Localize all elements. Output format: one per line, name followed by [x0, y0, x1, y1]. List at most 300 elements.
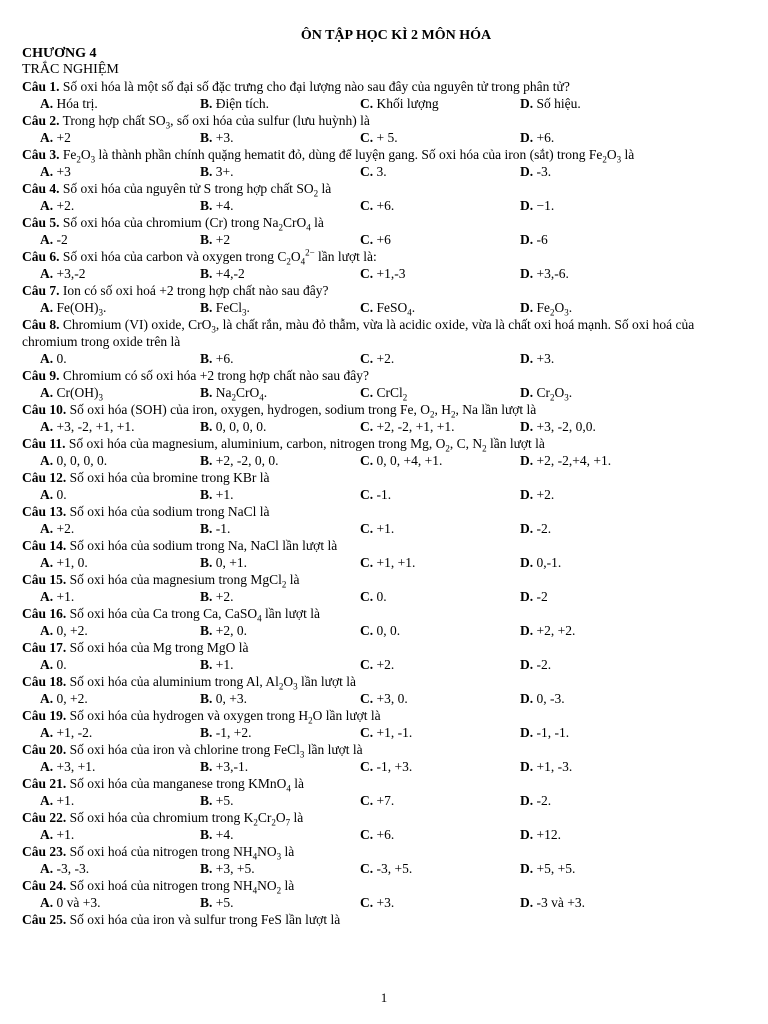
question-body: Số oxi hoá của nitrogen trong $NH_4NO_3$ là [66, 844, 295, 862]
question-text [22, 367, 740, 384]
question-text [22, 146, 740, 163]
question-body: Số oxi hóa của Ca trong Ca, CaSO$_4$ lần lượt là [66, 606, 320, 624]
answer-option[interactable] [40, 95, 200, 112]
option-text: $Cr(OH)_3$ [53, 385, 103, 403]
question-text [22, 112, 740, 129]
option-letter: D. [520, 164, 534, 179]
option-text: +2. [533, 487, 555, 502]
option-text: CrCl$_2$ [373, 385, 408, 403]
section-heading: TRẮC NGHIỆM [22, 62, 119, 77]
answer-option[interactable] [40, 792, 200, 809]
answer-option[interactable] [40, 265, 200, 282]
answer-option[interactable] [40, 129, 200, 146]
question-body: Số oxi hóa của chromium (Cr) trong $Na_2CrO_4$ là [59, 215, 324, 233]
option-letter: A. [40, 759, 54, 774]
question-body: Số oxi hóa của iron và chlorine trong FeCl$_3$ lần lượt là [66, 742, 363, 760]
answer-option[interactable] [200, 622, 360, 639]
option-text: +3 [53, 164, 71, 179]
question-text [22, 503, 740, 520]
option-text: 0, +2. [53, 691, 88, 706]
answer-option[interactable] [200, 231, 360, 248]
option-letter: D. [520, 555, 534, 570]
answer-option[interactable] [200, 384, 360, 401]
answer-options [22, 486, 740, 503]
answer-option[interactable] [360, 792, 520, 809]
option-letter: C. [360, 266, 374, 281]
option-text: +6. [212, 351, 234, 366]
answer-option[interactable] [520, 299, 680, 316]
answer-option[interactable] [360, 894, 520, 911]
option-letter: D. [520, 827, 534, 842]
question-number: Câu 23. [22, 844, 67, 859]
answer-option[interactable] [40, 231, 200, 248]
option-text: +2 [53, 130, 71, 145]
option-letter: B. [200, 793, 213, 808]
option-letter: A. [40, 793, 54, 808]
option-text: +3, +5. [212, 861, 255, 876]
answer-option[interactable] [520, 197, 680, 214]
answer-option[interactable] [520, 129, 680, 146]
answer-option[interactable] [200, 826, 360, 843]
option-letter: D. [520, 198, 534, 213]
question-number: Câu 8. [22, 317, 60, 332]
question-number: Câu 1. [22, 79, 60, 94]
page-number: 1 [380, 990, 388, 1005]
answer-option[interactable] [40, 690, 200, 707]
option-letter: D. [520, 419, 534, 434]
answer-option[interactable] [360, 656, 520, 673]
answer-option[interactable] [360, 163, 520, 180]
answer-option[interactable] [360, 826, 520, 843]
option-text: 0, 0, 0, 0. [212, 419, 267, 434]
option-letter: C. [360, 351, 374, 366]
option-letter: C. [360, 759, 374, 774]
answer-option[interactable] [360, 486, 520, 503]
answer-option[interactable] [360, 452, 520, 469]
option-text: +1, +1. [373, 555, 416, 570]
option-text: 0 và +3. [53, 895, 101, 910]
answer-option[interactable] [40, 622, 200, 639]
option-text: +6 [373, 232, 391, 247]
option-text: +1. [212, 487, 234, 502]
option-text: +3,-6. [533, 266, 569, 281]
answer-option[interactable] [200, 197, 360, 214]
answer-option[interactable] [40, 418, 200, 435]
answer-options [22, 95, 740, 112]
answer-option[interactable] [520, 860, 680, 877]
question-number: Câu 24. [22, 878, 67, 893]
answer-option[interactable] [40, 894, 200, 911]
question-number: Câu 10. [22, 402, 67, 417]
option-text: +1, 0. [53, 555, 88, 570]
answer-option[interactable] [40, 197, 200, 214]
option-letter: D. [520, 759, 534, 774]
option-letter: A. [40, 589, 54, 604]
option-letter: C. [360, 861, 374, 876]
question-text [22, 316, 740, 350]
answer-option[interactable] [520, 452, 680, 469]
option-letter: B. [200, 657, 213, 672]
option-letter: B. [200, 300, 213, 315]
option-text: + 5. [373, 130, 398, 145]
option-letter: C. [360, 691, 374, 706]
option-letter: B. [200, 759, 213, 774]
answer-option[interactable] [360, 299, 520, 316]
option-text: +3. [373, 895, 395, 910]
option-letter: C. [360, 385, 374, 400]
answer-option[interactable] [520, 588, 680, 605]
answer-option[interactable] [40, 656, 200, 673]
option-text: +3. [212, 130, 234, 145]
option-letter: B. [200, 164, 213, 179]
question-text [22, 78, 740, 95]
answer-option[interactable] [40, 860, 200, 877]
option-letter: A. [40, 623, 54, 638]
answer-option[interactable] [520, 265, 680, 282]
answer-option[interactable] [360, 265, 520, 282]
question-number: Câu 14. [22, 538, 67, 553]
answer-options [22, 197, 740, 214]
answer-option[interactable] [520, 350, 680, 367]
answer-option[interactable] [40, 724, 200, 741]
question-body: Số oxi hóa của sodium trong NaCl là [66, 504, 270, 519]
question-text [22, 843, 740, 860]
option-letter: C. [360, 96, 374, 111]
option-text: +3, -2, 0,0. [533, 419, 596, 434]
answer-option[interactable] [360, 350, 520, 367]
question-body: Số oxi hóa của iron và sulfur trong FeS lần lượt là [66, 912, 341, 927]
question-body: Số oxi hóa của magnesium trong MgCl$_2$ là [66, 572, 300, 590]
option-letter: A. [40, 487, 54, 502]
option-letter: D. [520, 623, 534, 638]
answer-option[interactable] [360, 588, 520, 605]
answer-option[interactable] [200, 265, 360, 282]
answer-option[interactable] [520, 792, 680, 809]
answer-options [22, 350, 740, 367]
question-text [22, 571, 740, 588]
option-letter: A. [40, 861, 54, 876]
option-letter: C. [360, 198, 374, 213]
option-text: +6. [373, 827, 395, 842]
answer-option[interactable] [200, 588, 360, 605]
option-text: Điện tích. [212, 96, 270, 111]
answer-options [22, 554, 740, 571]
answer-option[interactable] [40, 554, 200, 571]
question-text [22, 435, 740, 452]
question-number: Câu 12. [22, 470, 67, 485]
question-number: Câu 16. [22, 606, 67, 621]
answer-option[interactable] [520, 95, 680, 112]
answer-option[interactable] [520, 418, 680, 435]
answer-option[interactable] [200, 452, 360, 469]
answer-options [22, 724, 740, 741]
option-letter: D. [520, 861, 534, 876]
option-letter: D. [520, 487, 534, 502]
option-text: $Fe(OH)_3$. [53, 300, 107, 318]
option-letter: C. [360, 453, 374, 468]
option-letter: B. [200, 589, 213, 604]
question-list [22, 78, 740, 928]
answer-option[interactable] [200, 520, 360, 537]
answer-option[interactable] [360, 95, 520, 112]
question-body: Số oxi hóa của magnesium, aluminium, carbon, nitrogen trong Mg, $O_2$, C, $N_2$ lần lượt là [65, 436, 545, 454]
answer-option[interactable] [520, 384, 680, 401]
option-text: -1, +2. [212, 725, 252, 740]
question-text [22, 282, 740, 299]
option-text: 0, 0, 0, 0. [53, 453, 108, 468]
option-text: 0, +3. [212, 691, 248, 706]
option-text: 0. [53, 657, 67, 672]
answer-option[interactable] [200, 554, 360, 571]
answer-option[interactable] [200, 350, 360, 367]
question-text [22, 180, 740, 197]
answer-option[interactable] [520, 758, 680, 775]
question-number: Câu 25. [22, 912, 67, 927]
option-letter: A. [40, 164, 54, 179]
option-text: +3, -2, +1, +1. [53, 419, 135, 434]
option-letter: B. [200, 232, 213, 247]
answer-option[interactable] [360, 520, 520, 537]
answer-option[interactable] [520, 231, 680, 248]
question-text [22, 741, 740, 758]
answer-option[interactable] [360, 860, 520, 877]
option-text: Số hiệu. [533, 96, 581, 111]
option-text: -3, -3. [53, 861, 90, 876]
option-letter: D. [520, 725, 534, 740]
option-letter: A. [40, 453, 54, 468]
question-body: Số oxi hóa của carbon và oxygen trong $C_2O_4^{2-}$ lần lượt là: [59, 247, 377, 267]
option-text: -3. [533, 164, 552, 179]
option-text: $Na_2CrO_4$. [212, 385, 268, 403]
answer-option[interactable] [200, 486, 360, 503]
option-text: +1. [373, 521, 395, 536]
question-number: Câu 7. [22, 283, 60, 298]
answer-option[interactable] [520, 520, 680, 537]
answer-option[interactable] [520, 486, 680, 503]
option-letter: D. [520, 657, 534, 672]
answer-option[interactable] [360, 129, 520, 146]
answer-option[interactable] [520, 826, 680, 843]
option-text: 0, +1. [212, 555, 248, 570]
option-text: 0, 0. [373, 623, 401, 638]
question-text [22, 537, 740, 554]
answer-options [22, 656, 740, 673]
answer-option[interactable] [520, 622, 680, 639]
question-number: Câu 15. [22, 572, 67, 587]
option-letter: D. [520, 793, 534, 808]
option-letter: A. [40, 725, 54, 740]
question-body: Số oxi hóa của chromium trong $K_2Cr_2O_7$ là [66, 810, 304, 828]
option-text: +1, -3. [533, 759, 573, 774]
answer-option[interactable] [360, 690, 520, 707]
question-text [22, 707, 740, 724]
option-text: -1. [373, 487, 392, 502]
option-text: -2. [533, 793, 552, 808]
question-body: Số oxi hoá của nitrogen trong $NH_4NO_2$ là [66, 878, 295, 896]
option-letter: B. [200, 351, 213, 366]
option-text: +2. [53, 198, 75, 213]
option-letter: A. [40, 351, 54, 366]
answer-option[interactable] [200, 418, 360, 435]
answer-options [22, 231, 740, 248]
answer-option[interactable] [40, 758, 200, 775]
question-text [22, 469, 740, 486]
option-text: Hóa trị. [53, 96, 98, 111]
answer-option[interactable] [40, 384, 200, 401]
option-text: -1. [212, 521, 231, 536]
question-number: Câu 21. [22, 776, 67, 791]
question-body: Số oxi hóa (SOH) của iron, oxygen, hydrogen, sodium trong Fe, $O_2$, $H_2$, Na lần lượt là [66, 402, 537, 420]
answer-option[interactable] [200, 129, 360, 146]
answer-option[interactable] [360, 758, 520, 775]
question-text [22, 775, 740, 792]
answer-option[interactable] [40, 520, 200, 537]
option-text: +6. [373, 198, 395, 213]
question-text [22, 401, 740, 418]
answer-option[interactable] [360, 384, 520, 401]
question-text [22, 639, 740, 656]
answer-option[interactable] [520, 554, 680, 571]
option-letter: A. [40, 419, 54, 434]
option-letter: D. [520, 589, 534, 604]
question-body: Số oxi hóa của bromine trong KBr là [66, 470, 270, 485]
option-text: +6. [533, 130, 555, 145]
answer-option[interactable] [200, 163, 360, 180]
question-text [22, 911, 740, 928]
option-text: +2, 0. [212, 623, 248, 638]
option-letter: B. [200, 385, 213, 400]
option-text: +3,-2 [53, 266, 86, 281]
option-text: +5, +5. [533, 861, 576, 876]
answer-option[interactable] [520, 163, 680, 180]
question-number: Câu 5. [22, 215, 60, 230]
option-text: -2 [53, 232, 68, 247]
option-text: 0, 0, +4, +1. [373, 453, 443, 468]
answer-option[interactable] [40, 350, 200, 367]
option-letter: C. [360, 300, 374, 315]
option-text: +2, -2,+4, +1. [533, 453, 612, 468]
option-text: 0, -3. [533, 691, 565, 706]
answer-options [22, 758, 740, 775]
question-number: Câu 6. [22, 249, 60, 264]
answer-option[interactable] [40, 452, 200, 469]
option-text: +4. [212, 198, 234, 213]
question-number: Câu 13. [22, 504, 67, 519]
answer-options [22, 418, 740, 435]
answer-option[interactable] [200, 690, 360, 707]
answer-options [22, 452, 740, 469]
answer-option[interactable] [40, 588, 200, 605]
question-number: Câu 17. [22, 640, 67, 655]
option-letter: B. [200, 521, 213, 536]
answer-option[interactable] [200, 860, 360, 877]
option-letter: B. [200, 691, 213, 706]
answer-option[interactable] [520, 724, 680, 741]
question-body: Số oxi hóa của hydrogen và oxygen trong $H_2O$ lần lượt là [66, 708, 381, 726]
option-letter: B. [200, 130, 213, 145]
option-text: +1. [53, 827, 75, 842]
answer-options [22, 163, 740, 180]
answer-option[interactable] [200, 724, 360, 741]
option-letter: C. [360, 895, 374, 910]
option-letter: B. [200, 555, 213, 570]
answer-option[interactable] [200, 758, 360, 775]
answer-option[interactable] [200, 299, 360, 316]
answer-option[interactable] [200, 656, 360, 673]
answer-options [22, 265, 740, 282]
option-letter: A. [40, 657, 54, 672]
answer-options [22, 622, 740, 639]
option-text: +3,-1. [212, 759, 249, 774]
option-text: -6 [533, 232, 548, 247]
question-text [22, 673, 740, 690]
answer-option[interactable] [360, 418, 520, 435]
answer-option[interactable] [200, 792, 360, 809]
question-number: Câu 4. [22, 181, 60, 196]
answer-option[interactable] [360, 231, 520, 248]
option-letter: A. [40, 198, 54, 213]
option-letter: D. [520, 232, 534, 247]
question-number: Câu 9. [22, 368, 60, 383]
answer-option[interactable] [360, 197, 520, 214]
answer-option[interactable] [520, 894, 680, 911]
option-text: +2, -2, +1, +1. [373, 419, 455, 434]
option-letter: C. [360, 232, 374, 247]
option-letter: C. [360, 623, 374, 638]
option-letter: D. [520, 521, 534, 536]
answer-option[interactable] [200, 894, 360, 911]
answer-options [22, 129, 740, 146]
question-body: Ion có số oxi hoá +2 trong hợp chất nào sau đây? [59, 283, 329, 298]
option-letter: D. [520, 691, 534, 706]
option-text: +5. [212, 793, 234, 808]
option-text: +2 [212, 232, 231, 247]
option-letter: C. [360, 521, 374, 536]
answer-option[interactable] [40, 486, 200, 503]
option-text: +3, +1. [53, 759, 96, 774]
option-letter: B. [200, 861, 213, 876]
answer-option[interactable] [360, 724, 520, 741]
option-letter: D. [520, 266, 534, 281]
option-text: +5. [212, 895, 234, 910]
option-letter: B. [200, 487, 213, 502]
option-letter: D. [520, 351, 534, 366]
answer-option[interactable] [360, 622, 520, 639]
option-text: -2 [533, 589, 548, 604]
answer-option[interactable] [520, 690, 680, 707]
answer-option[interactable] [40, 299, 200, 316]
answer-option[interactable] [200, 95, 360, 112]
question-number: Câu 3. [22, 147, 60, 162]
option-text: +7. [373, 793, 395, 808]
option-text: -3, +5. [373, 861, 413, 876]
option-text: -1, +3. [373, 759, 413, 774]
option-text: +4. [212, 827, 234, 842]
option-letter: B. [200, 453, 213, 468]
answer-options [22, 826, 740, 843]
option-text: +1. [53, 793, 75, 808]
answer-option[interactable] [360, 554, 520, 571]
option-letter: C. [360, 589, 374, 604]
option-letter: C. [360, 130, 374, 145]
answer-option[interactable] [40, 826, 200, 843]
question-number: Câu 2. [22, 113, 60, 128]
option-text: +2. [373, 351, 395, 366]
option-text: +3. [533, 351, 555, 366]
answer-option[interactable] [520, 656, 680, 673]
answer-option[interactable] [40, 163, 200, 180]
question-body: Chromium có số oxi hóa +2 trong hợp chất nào sau đây? [59, 368, 369, 383]
